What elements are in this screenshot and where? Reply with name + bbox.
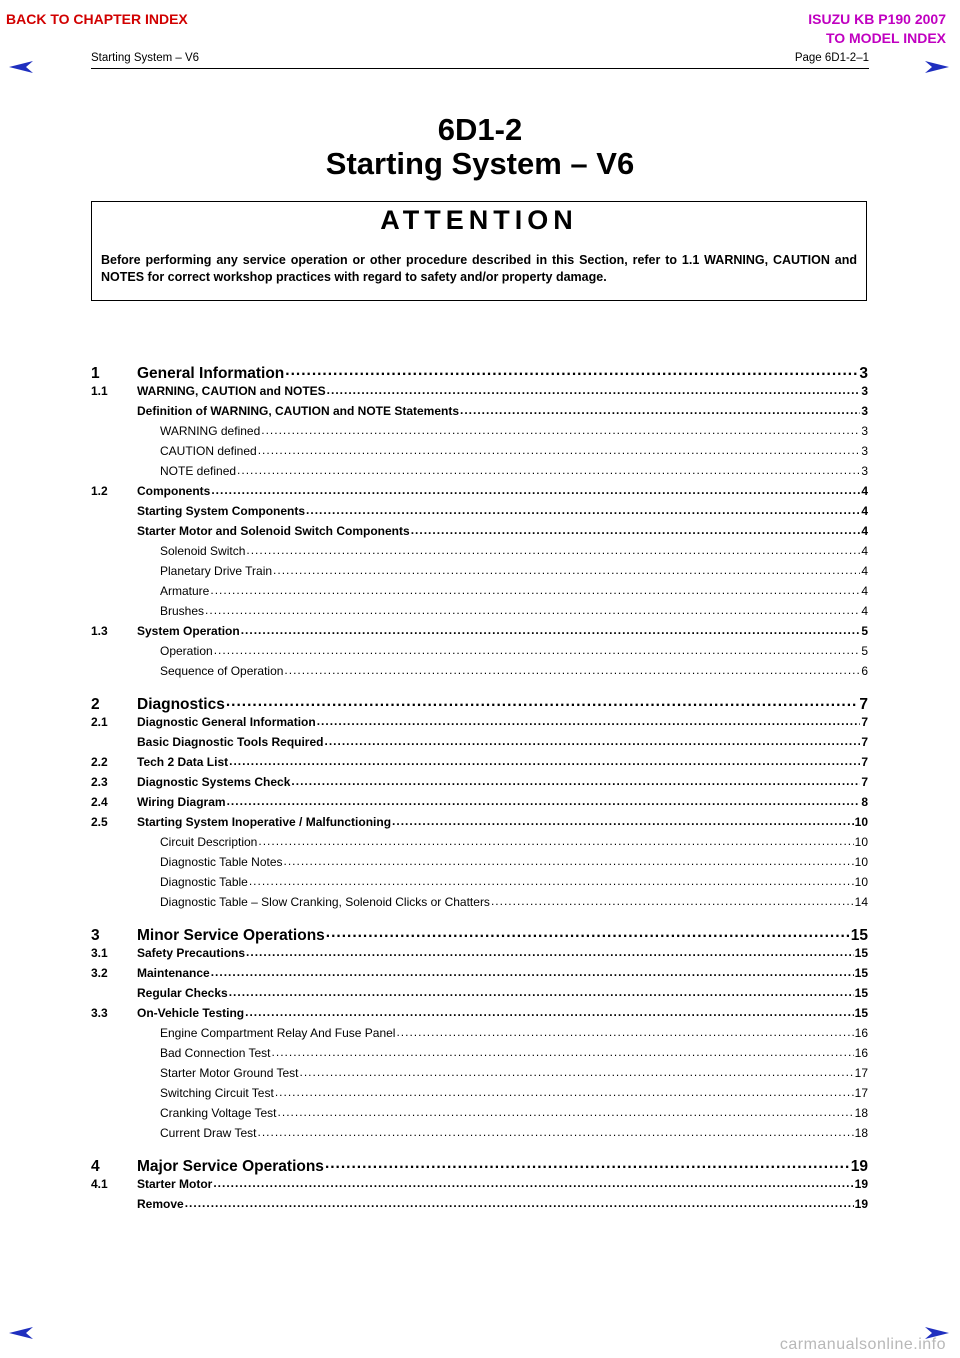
toc-entry-label: Definition of WARNING, CAUTION and NOTE Statements (137, 404, 460, 418)
toc-dot-leader (327, 383, 861, 395)
toc-entry-page: 18 (854, 1106, 868, 1120)
toc-dot-leader (411, 523, 861, 535)
toc-entry-page: 14 (854, 895, 868, 909)
toc-entry[interactable] (91, 663, 868, 678)
toc-entry-label: System Operation (137, 624, 240, 638)
toc-entry[interactable] (91, 734, 868, 749)
toc-dot-leader (284, 854, 854, 866)
toc-dot-leader (326, 924, 850, 940)
toc-entry-page: 17 (854, 1086, 868, 1100)
toc-entry[interactable] (91, 1005, 868, 1020)
toc-entry[interactable] (91, 1065, 868, 1080)
toc-entry-page: 15 (850, 926, 868, 944)
toc-entry-label: Sequence of Operation (160, 664, 284, 678)
toc-entry-label: Bad Connection Test (160, 1046, 271, 1060)
toc-entry-page: 6 (861, 664, 868, 678)
toc-entry[interactable] (91, 583, 868, 598)
toc-entry-page: 3 (861, 404, 868, 418)
toc-entry[interactable] (91, 643, 868, 658)
toc-entry-label: Starting System Inoperative / Malfunctioning (137, 815, 392, 829)
toc-entry-page: 10 (854, 875, 868, 889)
toc-entry-page: 15 (854, 1006, 868, 1020)
toc-dot-leader (214, 643, 861, 655)
toc-entry-page: 7 (861, 715, 868, 729)
toc-entry-number: 1.1 (91, 384, 108, 398)
toc-entry[interactable] (91, 1125, 868, 1140)
toc-entry-label: Diagnostics (137, 695, 225, 713)
toc-entry-label: WARNING defined (160, 424, 261, 438)
toc-entry[interactable] (91, 463, 868, 478)
toc-entry[interactable] (91, 794, 868, 809)
toc-entry-label: Circuit Description (160, 835, 258, 849)
toc-entry-page: 15 (854, 946, 868, 960)
toc-entry-page: 18 (854, 1126, 868, 1140)
toc-dot-leader (491, 894, 854, 906)
toc-entry-number: 2.2 (91, 755, 108, 769)
toc-entry-label: Current Draw Test (160, 1126, 257, 1140)
toc-dot-leader (278, 1105, 854, 1117)
toc-dot-leader (291, 774, 860, 786)
toc-entry-page: 7 (859, 695, 868, 713)
toc-entry-label: CAUTION defined (160, 444, 257, 458)
toc-entry-page: 4 (861, 484, 868, 498)
toc-dot-leader (213, 1176, 853, 1188)
toc-entry-page: 3 (861, 444, 868, 458)
toc-dot-leader (229, 985, 854, 997)
toc-entry[interactable] (91, 814, 868, 829)
toc-entry-page: 4 (861, 504, 868, 518)
toc-entry-page: 3 (861, 384, 868, 398)
toc-entry[interactable] (91, 854, 868, 869)
toc-dot-leader (249, 874, 854, 886)
toc-dot-leader (324, 734, 860, 746)
toc-entry-number: 2.3 (91, 775, 108, 789)
toc-entry-label: Planetary Drive Train (160, 564, 273, 578)
toc-entry-page: 19 (850, 1157, 868, 1175)
toc-entry[interactable] (91, 1155, 868, 1176)
section-name-title: Starting System – V6 (325, 146, 635, 181)
toc-entry-label: Engine Compartment Relay And Fuse Panel (160, 1026, 396, 1040)
toc-entry[interactable] (91, 874, 868, 889)
toc-dot-leader (211, 965, 854, 977)
toc-entry[interactable] (91, 1045, 868, 1060)
toc-entry-label: Major Service Operations (137, 1157, 324, 1175)
watermark: carmanualsonline.info (779, 1336, 946, 1353)
toc-entry-label: Regular Checks (137, 986, 228, 1000)
toc-entry[interactable] (91, 924, 868, 945)
toc-entry-page: 3 (859, 364, 868, 382)
toc-entry[interactable] (91, 1025, 868, 1040)
toc-dot-leader (285, 362, 858, 378)
toc-entry-label: Tech 2 Data List (137, 755, 229, 769)
toc-entry-label: Starter Motor (137, 1177, 213, 1191)
toc-entry-number: 3.2 (91, 966, 108, 980)
header-rule (91, 68, 869, 69)
toc-entry-label: Brushes (160, 604, 205, 618)
toc-entry-number: 3.3 (91, 1006, 108, 1020)
toc-entry-page: 5 (861, 624, 868, 638)
toc-entry[interactable] (91, 894, 868, 909)
toc-entry-number: 4.1 (91, 1177, 108, 1191)
toc-entry-page: 4 (861, 544, 868, 558)
toc-entry[interactable] (91, 774, 868, 789)
to-model-index-link[interactable]: TO MODEL INDEX (825, 30, 946, 46)
prev-page-arrow-icon[interactable] (8, 60, 34, 74)
toc-entry-label: Operation (160, 644, 213, 658)
toc-entry-number: 1 (91, 364, 100, 382)
toc-dot-leader (306, 503, 860, 515)
toc-entry-page: 3 (861, 424, 868, 438)
toc-dot-leader (246, 543, 860, 555)
toc-dot-leader (258, 834, 853, 846)
toc-dot-leader (273, 563, 860, 575)
toc-entry-label: Diagnostic Table Notes (160, 855, 283, 869)
toc-entry[interactable] (91, 362, 868, 383)
toc-dot-leader (396, 1025, 853, 1037)
toc-entry[interactable] (91, 1176, 868, 1191)
back-to-chapter-index-link[interactable]: BACK TO CHAPTER INDEX (6, 11, 188, 27)
running-header-page: Page 6D1-2–1 (794, 52, 869, 64)
toc-entry-page: 10 (854, 855, 868, 869)
toc-entry-label: Starting System Components (137, 504, 306, 518)
toc-entry-number: 1.2 (91, 484, 108, 498)
toc-dot-leader (227, 794, 861, 806)
toc-entry-page: 15 (854, 986, 868, 1000)
toc-dot-leader (210, 583, 860, 595)
toc-entry-page: 5 (861, 644, 868, 658)
toc-entry[interactable] (91, 834, 868, 849)
toc-entry[interactable] (91, 985, 868, 1000)
next-page-arrow-icon[interactable] (924, 60, 950, 74)
toc-entry-page: 4 (861, 564, 868, 578)
toc-entry-number: 2.4 (91, 795, 108, 809)
toc-dot-leader (185, 1196, 854, 1208)
toc-entry-label: Minor Service Operations (137, 926, 325, 944)
toc-entry-page: 4 (861, 524, 868, 538)
toc-entry[interactable] (91, 945, 868, 960)
toc-entry[interactable] (91, 603, 868, 618)
toc-entry[interactable] (91, 523, 868, 538)
toc-entry[interactable] (91, 383, 868, 398)
toc-dot-leader (229, 754, 860, 766)
toc-dot-leader (261, 423, 860, 435)
toc-entry-label: Diagnostic General Information (137, 715, 316, 729)
toc-entry-page: 19 (854, 1177, 868, 1191)
attention-text: Before performing any service operation or other procedure described in this Section, refer to 1.1 WARNING, CAUTION and NOTES for correct workshop practices with regard to safety and/or property damage. (101, 253, 857, 284)
toc-entry-label: Basic Diagnostic Tools Required (137, 735, 324, 749)
toc-entry-number: 1.3 (91, 624, 108, 638)
toc-dot-leader (237, 463, 860, 475)
toc-entry[interactable] (91, 443, 868, 458)
toc-entry-page: 4 (861, 584, 868, 598)
toc-entry-page: 7 (861, 735, 868, 749)
toc-entry[interactable] (91, 563, 868, 578)
toc-entry-label: Cranking Voltage Test (160, 1106, 277, 1120)
toc-entry[interactable] (91, 483, 868, 498)
attention-box (91, 201, 867, 301)
toc-entry[interactable] (91, 423, 868, 438)
toc-entry-number: 3 (91, 926, 100, 944)
toc-entry-label: NOTE defined (160, 464, 237, 478)
toc-dot-leader (211, 483, 860, 495)
toc-dot-leader (258, 443, 861, 455)
toc-dot-leader (284, 663, 860, 675)
toc-entry-label: General Information (137, 364, 285, 382)
running-header-title: Starting System – V6 (91, 52, 200, 64)
toc-entry[interactable] (91, 623, 868, 638)
toc-entry-page: 7 (861, 755, 868, 769)
toc-entry-page: 3 (861, 464, 868, 478)
toc-entry[interactable] (91, 543, 868, 558)
toc-dot-leader (205, 603, 860, 615)
toc-entry-number: 3.1 (91, 946, 108, 960)
toc-entry-number: 2 (91, 695, 100, 713)
toc-dot-leader (392, 814, 854, 826)
toc-entry-label: Solenoid Switch (160, 544, 246, 558)
toc-entry[interactable] (91, 693, 868, 714)
toc-entry-label: Remove (137, 1197, 184, 1211)
toc-dot-leader (325, 1155, 850, 1171)
toc-entry[interactable] (91, 754, 868, 769)
toc-dot-leader (245, 1005, 854, 1017)
toc-entry-page: 8 (861, 795, 868, 809)
toc-entry-page: 16 (854, 1026, 868, 1040)
toc-entry-page: 7 (861, 775, 868, 789)
toc-entry-label: Armature (160, 584, 210, 598)
toc-entry-label: Diagnostic Table (160, 875, 248, 889)
toc-dot-leader (275, 1085, 854, 1097)
toc-entry-number: 4 (91, 1157, 100, 1175)
toc-entry[interactable] (91, 965, 868, 980)
toc-entry-page: 4 (861, 604, 868, 618)
toc-dot-leader (241, 623, 861, 635)
toc-dot-leader (460, 403, 860, 415)
toc-entry-label: On-Vehicle Testing (137, 1006, 245, 1020)
toc-dot-leader (246, 945, 854, 957)
toc-entry-label: Wiring Diagram (137, 795, 226, 809)
section-number-title: 6D1-2 (437, 112, 523, 147)
toc-entry-label: Starter Motor Ground Test (160, 1066, 299, 1080)
toc-entry-number: 2.1 (91, 715, 108, 729)
model-title-link[interactable]: ISUZU KB P190 2007 (808, 11, 946, 27)
toc-entry[interactable] (91, 403, 868, 418)
toc-entry-number: 2.5 (91, 815, 108, 829)
toc-entry-label: Diagnostic Systems Check (137, 775, 291, 789)
toc-entry-label: Switching Circuit Test (160, 1086, 274, 1100)
toc-dot-leader (317, 714, 861, 726)
toc-entry-label: Components (137, 484, 211, 498)
toc-entry[interactable] (91, 503, 868, 518)
toc-entry[interactable] (91, 714, 868, 729)
toc-entry-page: 19 (854, 1197, 868, 1211)
toc-entry-page: 10 (854, 815, 868, 829)
toc-dot-leader (226, 693, 859, 709)
toc-dot-leader (257, 1125, 853, 1137)
toc-entry-label: Starter Motor and Solenoid Switch Components (137, 524, 410, 538)
toc-entry-label: Maintenance (137, 966, 210, 980)
toc-entry[interactable] (91, 1196, 868, 1211)
toc-dot-leader (300, 1065, 854, 1077)
toc-entry-label: WARNING, CAUTION and NOTES (137, 384, 326, 398)
attention-heading: ATTENTION (380, 205, 578, 235)
toc-entry-label: Safety Precautions (137, 946, 246, 960)
prev-page-arrow-bottom-icon[interactable] (8, 1326, 34, 1340)
toc-entry[interactable] (91, 1105, 868, 1120)
toc-entry-label: Diagnostic Table – Slow Cranking, Solenoid Clicks or Chatters (160, 895, 490, 909)
toc-entry-page: 10 (854, 835, 868, 849)
toc-entry-page: 16 (854, 1046, 868, 1060)
toc-dot-leader (272, 1045, 854, 1057)
toc-entry-page: 17 (854, 1066, 868, 1080)
toc-entry-page: 15 (854, 966, 868, 980)
toc-entry[interactable] (91, 1085, 868, 1100)
